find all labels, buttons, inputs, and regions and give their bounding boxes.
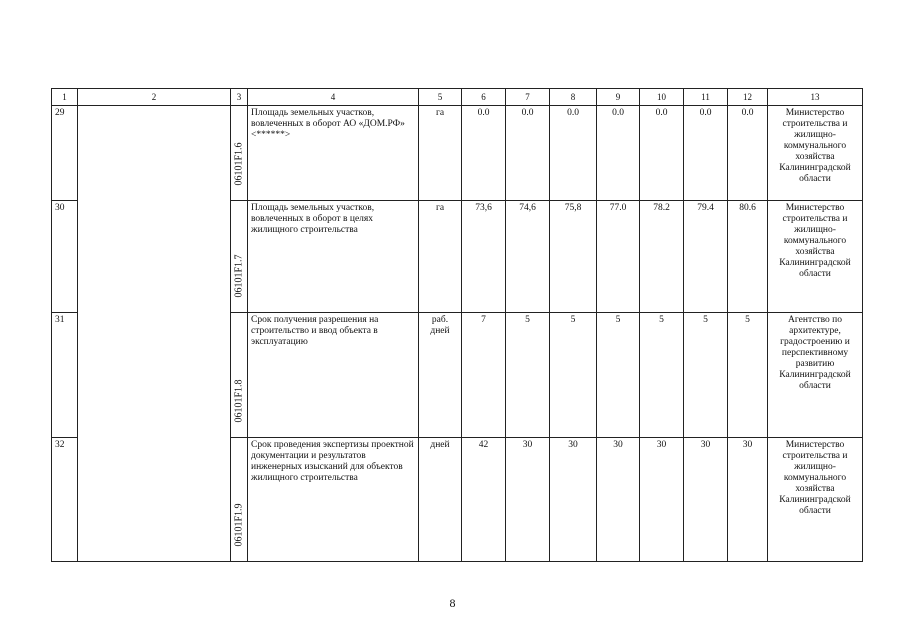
header-cell: 5: [419, 89, 462, 106]
indicator-code: 06101F1.7: [233, 254, 245, 298]
value-cell: 80.6: [728, 201, 768, 313]
row-number: 32: [52, 438, 78, 562]
value-cell: 0.0: [684, 106, 728, 201]
indicator-name: Срок получения разрешения на строительство и ввод объекта в эксплуатацию: [248, 313, 419, 438]
merged-column-2-cell: [78, 106, 231, 562]
value-cell: 5: [550, 313, 597, 438]
unit: га: [419, 106, 462, 201]
value-cell: 0.0: [462, 106, 506, 201]
value-cell: 0.0: [728, 106, 768, 201]
header-cell: 7: [506, 89, 550, 106]
header-cell: 1: [52, 89, 78, 106]
value-cell: 5: [684, 313, 728, 438]
indicator-name: Срок проведения экспертизы проектной документации и результатов инженерных изысканий для объектов жилищного строительства: [248, 438, 419, 562]
header-cell: 13: [768, 89, 863, 106]
header-cell: 9: [597, 89, 640, 106]
value-cell: 77.0: [597, 201, 640, 313]
header-cell: 8: [550, 89, 597, 106]
page-number: 8: [449, 596, 456, 610]
value-cell: 74,6: [506, 201, 550, 313]
value-cell: 30: [640, 438, 684, 562]
header-cell: 12: [728, 89, 768, 106]
value-cell: 42: [462, 438, 506, 562]
value-cell: 30: [728, 438, 768, 562]
value-cell: 5: [728, 313, 768, 438]
value-cell: 30: [550, 438, 597, 562]
value-cell: 0.0: [640, 106, 684, 201]
header-cell: 10: [640, 89, 684, 106]
unit: раб. дней: [419, 313, 462, 438]
responsible-agency: Министерство строительства и жилищно-коммунального хозяйства Калининградской области: [768, 106, 863, 201]
header-cell: 6: [462, 89, 506, 106]
value-cell: 0.0: [550, 106, 597, 201]
indicator-code: 06101F1.8: [233, 379, 245, 423]
value-cell: 73,6: [462, 201, 506, 313]
value-cell: 30: [684, 438, 728, 562]
indicators-table: [51, 88, 863, 562]
header-cell: 11: [684, 89, 728, 106]
responsible-agency: Министерство строительства и жилищно-коммунального хозяйства Калининградской области: [768, 201, 863, 313]
responsible-agency: Министерство строительства и жилищно-коммунального хозяйства Калининградской области: [768, 438, 863, 562]
value-cell: 7: [462, 313, 506, 438]
value-cell: 78.2: [640, 201, 684, 313]
row-number: 29: [52, 106, 78, 201]
header-cell: 3: [231, 89, 248, 106]
indicator-code: 06101F1.6: [233, 142, 245, 186]
value-cell: 30: [506, 438, 550, 562]
value-cell: 0.0: [506, 106, 550, 201]
table-row: [52, 106, 863, 201]
code-cell: [231, 438, 248, 562]
indicator-name: Площадь земельных участков, вовлеченных в оборот в целях жилищного строительства: [248, 201, 419, 313]
header-cell: 4: [248, 89, 419, 106]
unit: га: [419, 201, 462, 313]
value-cell: 5: [640, 313, 684, 438]
indicator-name: Площадь земельных участков, вовлеченных в оборот АО «ДОМ.РФ» <******>: [248, 106, 419, 201]
indicator-code: 06101F1.9: [233, 503, 245, 547]
unit: дней: [419, 438, 462, 562]
header-row: [52, 89, 863, 106]
value-cell: 0.0: [597, 106, 640, 201]
row-number: 31: [52, 313, 78, 438]
value-cell: 79.4: [684, 201, 728, 313]
code-cell: [231, 313, 248, 438]
value-cell: 5: [597, 313, 640, 438]
responsible-agency: Агентство по архитектуре, градостроению и перспективному развитию Калининградской области: [768, 313, 863, 438]
code-cell: [231, 201, 248, 313]
code-cell: [231, 106, 248, 201]
value-cell: 75,8: [550, 201, 597, 313]
value-cell: 5: [506, 313, 550, 438]
header-cell: 2: [78, 89, 231, 106]
row-number: 30: [52, 201, 78, 313]
value-cell: 30: [597, 438, 640, 562]
